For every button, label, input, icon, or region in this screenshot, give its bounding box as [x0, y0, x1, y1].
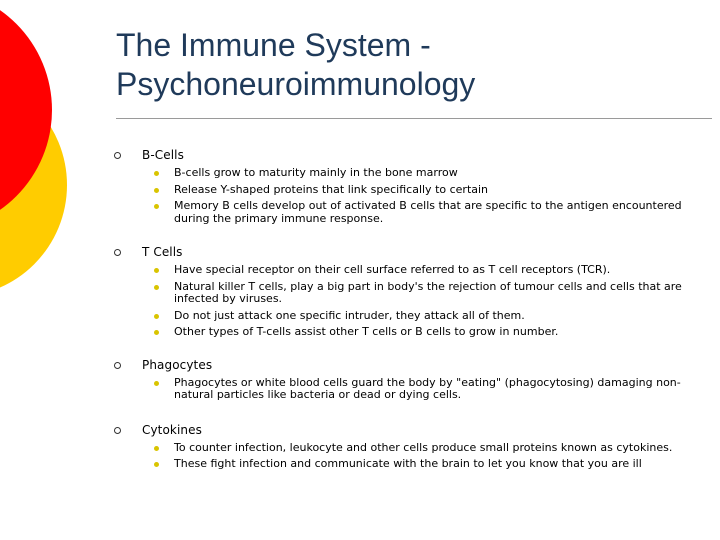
- slide-content: [112, 147, 682, 471]
- bullet-icon: [154, 381, 159, 386]
- bullet-icon: [154, 285, 159, 290]
- item-text: Release Y-shaped proteins that link specifically to certain: [174, 182, 489, 196]
- hollow-bullet-icon: [114, 249, 121, 256]
- section-heading: B-Cells: [142, 148, 184, 162]
- bullet-icon: [154, 188, 159, 193]
- list-item: [142, 458, 682, 471]
- bullet-icon: [154, 330, 159, 335]
- hollow-bullet-icon: [114, 427, 121, 434]
- bullet-icon: [154, 462, 159, 467]
- hollow-bullet-icon: [114, 152, 121, 159]
- item-text: Have special receptor on their cell surface referred to as T cell receptors (TCR).: [174, 263, 611, 276]
- item-text: Memory B cells develop out of activated B cells that are specific to the antigen encountered during the primary immune response.: [174, 199, 682, 225]
- bullet-icon: [154, 171, 159, 176]
- list-item: [142, 200, 682, 225]
- list-item: [142, 326, 682, 339]
- item-text: B-cells grow to maturity mainly in the bone marrow: [174, 166, 458, 179]
- list-item: [142, 442, 682, 455]
- item-text: These fight infection and communicate with the brain to let you know that you are ill: [174, 457, 642, 470]
- bullet-icon: [154, 446, 159, 451]
- list-item: [142, 167, 682, 180]
- item-text: Natural killer T cells, play a big part in body's the rejection of tumour cells and cells that are infected by viruses.: [174, 279, 682, 305]
- list-item: [142, 264, 682, 277]
- item-text: Phagocytes or white blood cells guard the body by "eating" (phagocytosing) damaging non-natural particles like bacteria or dead or dying cells.: [174, 375, 681, 401]
- hollow-bullet-icon: [114, 362, 121, 369]
- section-cytokines: [112, 422, 682, 471]
- section-heading: Phagocytes: [142, 357, 213, 372]
- list-item: [142, 281, 682, 306]
- item-text: To counter infection, leukocyte and other cells produce small proteins known as cytokines.: [174, 440, 673, 454]
- bullet-icon: [154, 204, 159, 209]
- bullet-icon: [154, 314, 159, 319]
- section-b-cells: [112, 147, 682, 225]
- item-text: Other types of T-cells assist other T cells or B cells to grow in number.: [174, 325, 559, 338]
- list-item: [142, 184, 682, 197]
- section-phagocytes: [112, 357, 682, 402]
- bullet-icon: [154, 268, 159, 273]
- decorative-circles: [0, 0, 80, 300]
- item-text: Do not just attack one specific intruder, they attack all of them.: [174, 308, 525, 322]
- section-t-cells: [112, 244, 682, 339]
- list-item: [142, 310, 682, 323]
- title-divider: [116, 118, 712, 119]
- list-item: [142, 377, 682, 402]
- section-heading: Cytokines: [142, 422, 202, 437]
- slide-title: The Immune System - Psychoneuroimmunology: [116, 27, 476, 102]
- section-heading: T Cells: [142, 245, 183, 259]
